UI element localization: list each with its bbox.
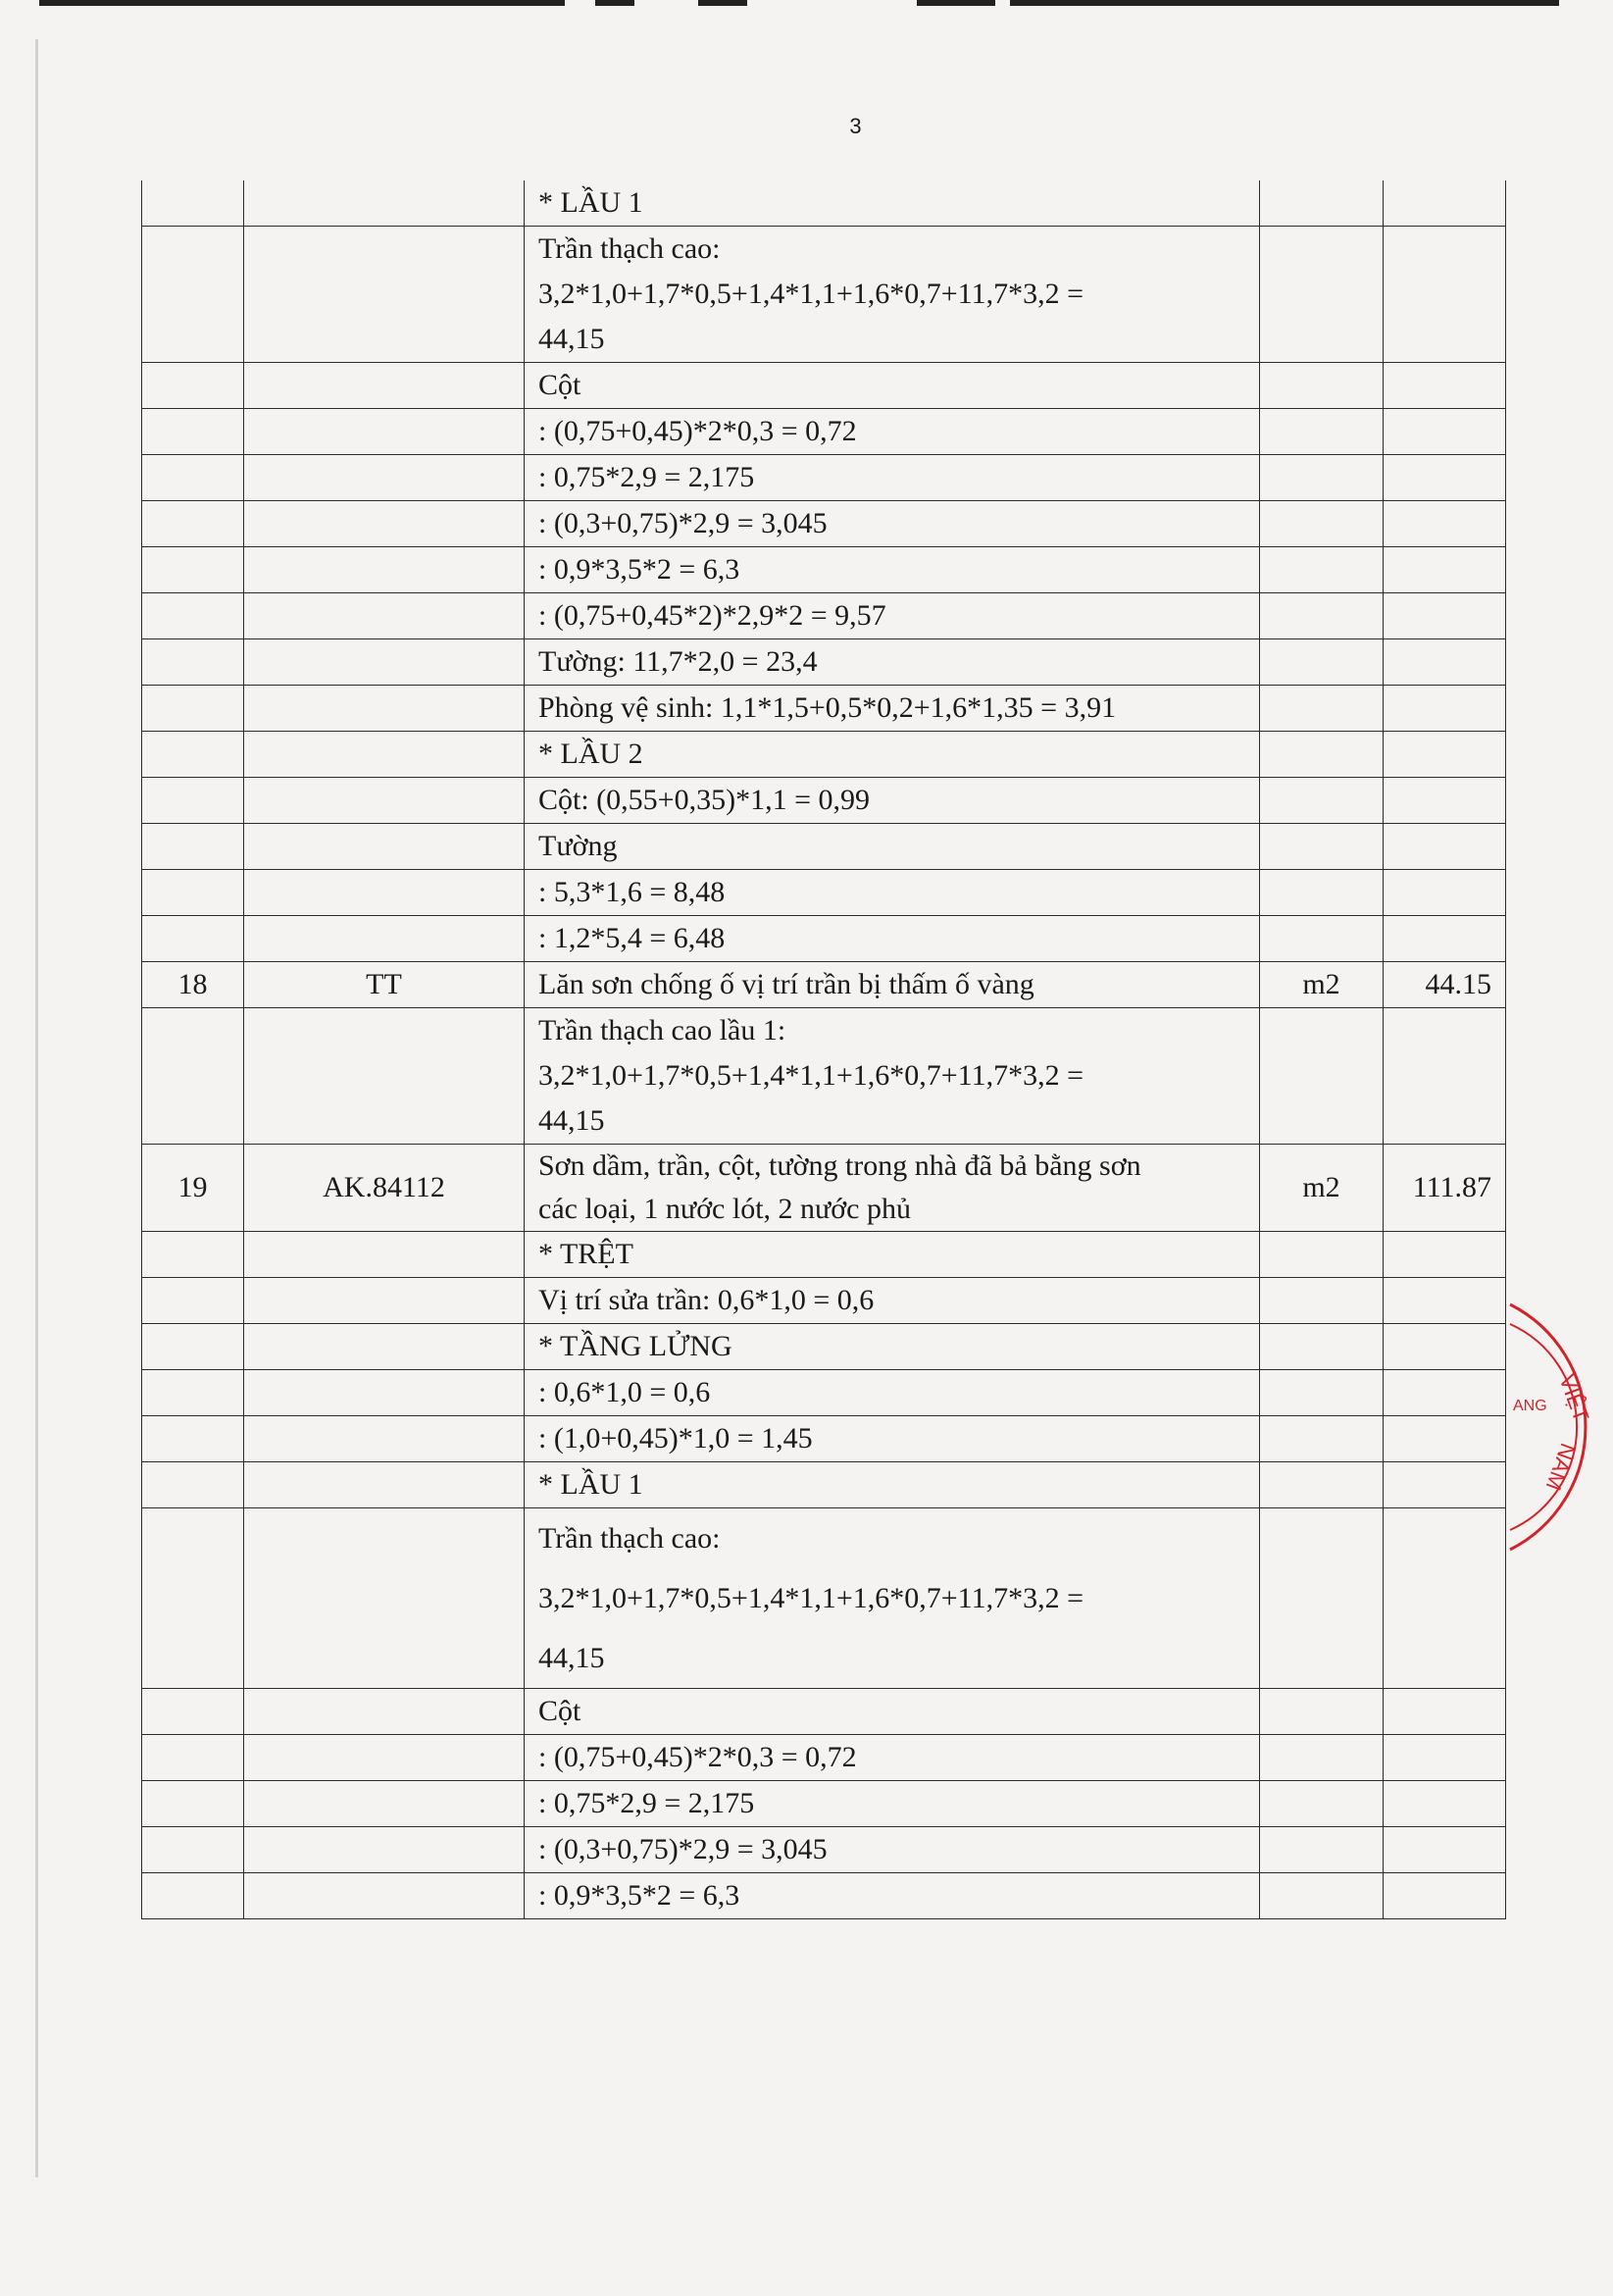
- cell-kl: [1384, 547, 1506, 593]
- cell-ma: [244, 1462, 525, 1508]
- cell-stt: [142, 686, 244, 732]
- cell-noi-dung: Lăn sơn chống ố vị trí trần bị thấm ố vàng: [525, 962, 1260, 1008]
- red-company-stamp: [1505, 1285, 1613, 1579]
- cell-kl: [1384, 639, 1506, 686]
- table-row: [142, 180, 1506, 227]
- cell-kl: [1384, 455, 1506, 501]
- cell-stt: [142, 363, 244, 409]
- cell-dv: [1260, 732, 1384, 778]
- cell-ma: [244, 1370, 525, 1416]
- scan-top-bar-1: [39, 0, 565, 6]
- table-row: [142, 1827, 1506, 1873]
- table-row: [142, 227, 1506, 363]
- scan-left-edge: [35, 39, 38, 2177]
- cell-kl: [1384, 916, 1506, 962]
- cell-ma: [244, 686, 525, 732]
- cell-noi-dung: : 0,75*2,9 = 2,175: [525, 455, 1260, 501]
- cell-dv: [1260, 1508, 1384, 1689]
- bill-of-quantities-table: [141, 180, 1506, 1919]
- table-row: [142, 962, 1506, 1008]
- table-row: [142, 732, 1506, 778]
- cell-dv: [1260, 1873, 1384, 1919]
- cell-ma: [244, 455, 525, 501]
- table-row: [142, 824, 1506, 870]
- cell-stt: [142, 1370, 244, 1416]
- cell-noi-dung: : (0,75+0,45*2)*2,9*2 = 9,57: [525, 593, 1260, 639]
- scan-top-bar-2: [595, 0, 634, 6]
- cell-noi-dung: Phòng vệ sinh: 1,1*1,5+0,5*0,2+1,6*1,35 = 3,91: [525, 686, 1260, 732]
- cell-stt: [142, 1873, 244, 1919]
- cell-ma: [244, 1008, 525, 1145]
- table-row: [142, 1008, 1506, 1145]
- table-row: [142, 1689, 1506, 1735]
- cell-dv: [1260, 1324, 1384, 1370]
- cell-kl: [1384, 1324, 1506, 1370]
- cell-noi-dung: Trần thạch cao: 3,2*1,0+1,7*0,5+1,4*1,1+1,6*0,7+11,7*3,2 = 44,15: [525, 1508, 1260, 1689]
- cell-noi-dung: Cột: [525, 363, 1260, 409]
- cell-ma: [244, 870, 525, 916]
- table-row: [142, 1324, 1506, 1370]
- cell-dv: [1260, 593, 1384, 639]
- table-row: [142, 547, 1506, 593]
- cell-ma: [244, 1689, 525, 1735]
- cell-kl: [1384, 732, 1506, 778]
- cell-noi-dung: Cột: (0,55+0,35)*1,1 = 0,99: [525, 778, 1260, 824]
- scan-top-bar-5: [1010, 0, 1559, 6]
- cell-ma: [244, 1508, 525, 1689]
- cell-noi-dung: Trần thạch cao lầu 1: 3,2*1,0+1,7*0,5+1,4*1,1+1,6*0,7+11,7*3,2 = 44,15: [525, 1008, 1260, 1145]
- scan-top-bar-3: [698, 0, 747, 6]
- cell-stt: [142, 455, 244, 501]
- cell-stt: 18: [142, 962, 244, 1008]
- cell-noi-dung: : (0,3+0,75)*2,9 = 3,045: [525, 1827, 1260, 1873]
- cell-ma: [244, 547, 525, 593]
- table-body: [142, 180, 1506, 1919]
- table-row: [142, 1278, 1506, 1324]
- cell-ma: [244, 227, 525, 363]
- cell-stt: [142, 1781, 244, 1827]
- cell-noi-dung: : 1,2*5,4 = 6,48: [525, 916, 1260, 962]
- cell-stt: [142, 227, 244, 363]
- cell-kl: [1384, 1370, 1506, 1416]
- cell-ma: [244, 180, 525, 227]
- cell-noi-dung: : (0,3+0,75)*2,9 = 3,045: [525, 501, 1260, 547]
- cell-dv: [1260, 1735, 1384, 1781]
- cell-stt: [142, 870, 244, 916]
- table-row: [142, 1462, 1506, 1508]
- table-row: [142, 686, 1506, 732]
- cell-kl: [1384, 409, 1506, 455]
- cell-noi-dung: * TRỆT: [525, 1232, 1260, 1278]
- cell-dv: [1260, 1370, 1384, 1416]
- stamp-text-mid: ANG: [1513, 1398, 1547, 1414]
- cell-noi-dung: : 0,6*1,0 = 0,6: [525, 1370, 1260, 1416]
- cell-noi-dung: : (0,75+0,45)*2*0,3 = 0,72: [525, 409, 1260, 455]
- cell-noi-dung: * TẦNG LỬNG: [525, 1324, 1260, 1370]
- cell-dv: [1260, 1689, 1384, 1735]
- cell-kl: 111.87: [1384, 1145, 1506, 1232]
- cell-stt: [142, 639, 244, 686]
- table-row: [142, 363, 1506, 409]
- table-row: [142, 501, 1506, 547]
- cell-noi-dung: : 0,9*3,5*2 = 6,3: [525, 1873, 1260, 1919]
- cell-ma: [244, 501, 525, 547]
- cell-noi-dung: : 0,75*2,9 = 2,175: [525, 1781, 1260, 1827]
- cell-noi-dung: * LẦU 2: [525, 732, 1260, 778]
- cell-stt: [142, 778, 244, 824]
- cell-dv: [1260, 916, 1384, 962]
- stamp-outer-arc: [1510, 1304, 1586, 1550]
- cell-stt: [142, 1827, 244, 1873]
- table-row: [142, 1873, 1506, 1919]
- cell-kl: [1384, 363, 1506, 409]
- table-row: [142, 916, 1506, 962]
- cell-stt: [142, 916, 244, 962]
- cell-dv: m2: [1260, 1145, 1384, 1232]
- cell-kl: [1384, 180, 1506, 227]
- table-row: [142, 639, 1506, 686]
- cell-dv: m2: [1260, 962, 1384, 1008]
- cell-stt: [142, 1462, 244, 1508]
- cell-dv: [1260, 1008, 1384, 1145]
- cell-kl: [1384, 1781, 1506, 1827]
- stamp-inner-arc: [1510, 1324, 1577, 1530]
- cell-dv: [1260, 639, 1384, 686]
- cell-dv: [1260, 547, 1384, 593]
- cell-stt: [142, 1735, 244, 1781]
- cell-kl: [1384, 1735, 1506, 1781]
- cell-ma: [244, 732, 525, 778]
- cell-ma: AK.84112: [244, 1145, 525, 1232]
- cell-kl: [1384, 870, 1506, 916]
- cell-dv: [1260, 1232, 1384, 1278]
- cell-stt: [142, 501, 244, 547]
- cell-dv: [1260, 1416, 1384, 1462]
- cell-dv: [1260, 1781, 1384, 1827]
- cell-dv: [1260, 227, 1384, 363]
- cell-stt: [142, 732, 244, 778]
- cell-kl: [1384, 593, 1506, 639]
- cell-dv: [1260, 180, 1384, 227]
- cell-dv: [1260, 686, 1384, 732]
- cell-noi-dung: * LẦU 1: [525, 180, 1260, 227]
- cell-dv: [1260, 1827, 1384, 1873]
- cell-dv: [1260, 778, 1384, 824]
- cell-noi-dung: Vị trí sửa trần: 0,6*1,0 = 0,6: [525, 1278, 1260, 1324]
- cell-kl: [1384, 501, 1506, 547]
- cell-noi-dung: : (1,0+0,45)*1,0 = 1,45: [525, 1416, 1260, 1462]
- cell-noi-dung: : 5,3*1,6 = 8,48: [525, 870, 1260, 916]
- cell-stt: [142, 180, 244, 227]
- cell-dv: [1260, 363, 1384, 409]
- cell-noi-dung: : (0,75+0,45)*2*0,3 = 0,72: [525, 1735, 1260, 1781]
- cell-kl: [1384, 227, 1506, 363]
- cell-ma: [244, 593, 525, 639]
- cell-ma: [244, 409, 525, 455]
- cell-dv: [1260, 501, 1384, 547]
- cell-stt: [142, 1508, 244, 1689]
- cell-ma: [244, 1735, 525, 1781]
- cell-stt: 19: [142, 1145, 244, 1232]
- cell-kl: [1384, 1508, 1506, 1689]
- cell-kl: [1384, 1689, 1506, 1735]
- cell-kl: 44.15: [1384, 962, 1506, 1008]
- cell-noi-dung: Cột: [525, 1689, 1260, 1735]
- cell-stt: [142, 824, 244, 870]
- cell-noi-dung: : 0,9*3,5*2 = 6,3: [525, 547, 1260, 593]
- table-row: [142, 1416, 1506, 1462]
- cell-noi-dung: Sơn dầm, trần, cột, tường trong nhà đã bả bằng sơn các loại, 1 nước lót, 2 nước phủ: [525, 1145, 1260, 1232]
- cell-stt: [142, 1689, 244, 1735]
- table-row: [142, 1508, 1506, 1689]
- table-row: [142, 778, 1506, 824]
- cell-kl: [1384, 778, 1506, 824]
- cell-dv: [1260, 1462, 1384, 1508]
- cell-kl: [1384, 1278, 1506, 1324]
- cell-ma: [244, 1827, 525, 1873]
- cell-kl: [1384, 1416, 1506, 1462]
- cell-stt: [142, 409, 244, 455]
- cell-kl: [1384, 1232, 1506, 1278]
- cell-ma: [244, 1873, 525, 1919]
- cell-stt: [142, 1008, 244, 1145]
- cell-kl: [1384, 686, 1506, 732]
- cell-stt: [142, 547, 244, 593]
- table-row: [142, 1781, 1506, 1827]
- table-row: [142, 1232, 1506, 1278]
- scan-top-bar-4: [917, 0, 995, 6]
- table-row: [142, 870, 1506, 916]
- cell-ma: [244, 824, 525, 870]
- table-row: [142, 1370, 1506, 1416]
- cell-ma: TT: [244, 962, 525, 1008]
- cell-ma: [244, 916, 525, 962]
- cell-ma: [244, 1278, 525, 1324]
- cell-kl: [1384, 824, 1506, 870]
- cell-dv: [1260, 1278, 1384, 1324]
- cell-kl: [1384, 1462, 1506, 1508]
- cell-kl: [1384, 1827, 1506, 1873]
- table-row: [142, 455, 1506, 501]
- stamp-text-top: VIỆT: [1554, 1371, 1594, 1425]
- cell-stt: [142, 1278, 244, 1324]
- table-row: [142, 409, 1506, 455]
- cell-ma: [244, 1781, 525, 1827]
- cell-kl: [1384, 1008, 1506, 1145]
- cell-stt: [142, 1416, 244, 1462]
- cell-ma: [244, 1416, 525, 1462]
- cell-noi-dung: Tường: 11,7*2,0 = 23,4: [525, 639, 1260, 686]
- cell-ma: [244, 778, 525, 824]
- table-row: [142, 1735, 1506, 1781]
- table-row: [142, 593, 1506, 639]
- cell-ma: [244, 1232, 525, 1278]
- cell-noi-dung: * LẦU 1: [525, 1462, 1260, 1508]
- table-row: [142, 1145, 1506, 1232]
- cell-ma: [244, 363, 525, 409]
- cell-dv: [1260, 824, 1384, 870]
- cell-noi-dung: Tường: [525, 824, 1260, 870]
- cell-kl: [1384, 1873, 1506, 1919]
- cell-ma: [244, 639, 525, 686]
- cell-noi-dung: Trần thạch cao: 3,2*1,0+1,7*0,5+1,4*1,1+1,6*0,7+11,7*3,2 = 44,15: [525, 227, 1260, 363]
- cell-stt: [142, 593, 244, 639]
- cell-dv: [1260, 455, 1384, 501]
- cell-ma: [244, 1324, 525, 1370]
- stamp-text-bot: NAM: [1540, 1440, 1581, 1494]
- cell-stt: [142, 1232, 244, 1278]
- cell-stt: [142, 1324, 244, 1370]
- cell-dv: [1260, 870, 1384, 916]
- cell-dv: [1260, 409, 1384, 455]
- page-number: 3: [849, 114, 862, 138]
